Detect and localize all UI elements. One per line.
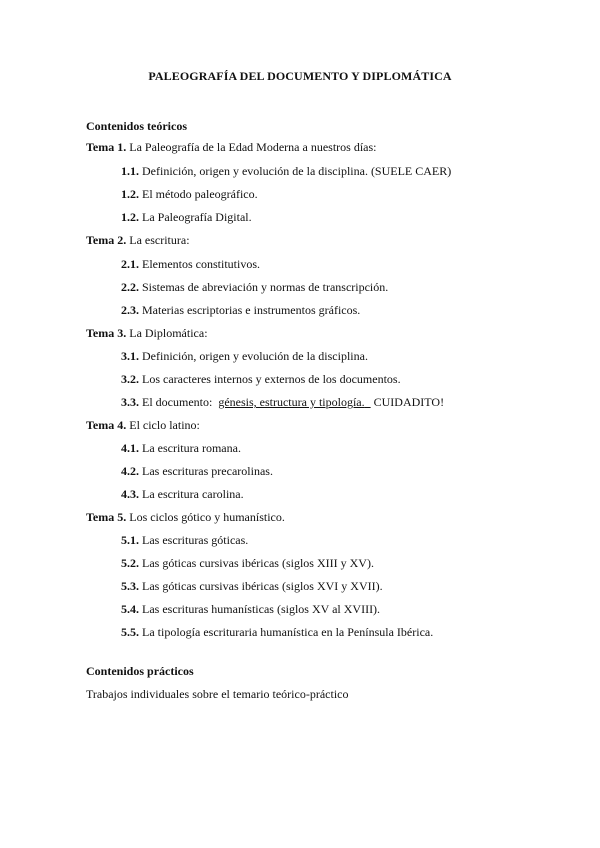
list-item — [121, 533, 248, 548]
item-text: Elementos constitutivos. — [139, 257, 260, 271]
item-text: La escritura romana. — [139, 441, 241, 455]
item-number: 5.4. — [121, 602, 139, 616]
list-item — [121, 579, 383, 594]
list-item — [121, 441, 241, 456]
item-text: Sistemas de abreviación y normas de transcripción. — [139, 280, 389, 294]
tema-4 — [86, 418, 200, 433]
item-number: 5.1. — [121, 533, 139, 547]
item-text: Los caracteres internos y externos de los documentos. — [139, 372, 401, 386]
item-number: 3.3. — [121, 395, 139, 409]
tema-2-text: La escritura: — [126, 233, 190, 247]
document-title: PALEOGRAFÍA DEL DOCUMENTO Y DIPLOMÁTICA — [148, 69, 452, 83]
tema-5-label: Tema 5. — [86, 510, 127, 524]
item-text: El método paleográfico. — [139, 187, 258, 201]
item-text: Las escrituras precarolinas. — [139, 464, 273, 478]
item-number: 2.1. — [121, 257, 139, 271]
item-number: 2.3. — [121, 303, 139, 317]
item-text: Definición, origen y evolución de la disciplina. (SUELE CAER) — [139, 164, 452, 178]
list-item — [121, 303, 360, 318]
item-number: 3.2. — [121, 372, 139, 386]
item-text: Las escrituras góticas. — [139, 533, 249, 547]
tema-3-text: La Diplomática: — [126, 326, 208, 340]
item-number: 2.2. — [121, 280, 139, 294]
list-item — [121, 372, 401, 387]
tema-2-label: Tema 2. — [86, 233, 127, 247]
tema-2 — [86, 233, 190, 248]
item-number: 3.1. — [121, 349, 139, 363]
list-item — [121, 349, 368, 364]
list-item — [121, 395, 444, 410]
item-text: Materias escriptorias e instrumentos gráficos. — [139, 303, 361, 317]
list-item — [121, 257, 260, 272]
practice-text: Trabajos individuales sobre el temario teórico-práctico — [86, 687, 349, 701]
list-item — [121, 487, 244, 502]
tema-1-text: La Paleografía de la Edad Moderna a nuestros días: — [126, 140, 377, 154]
item-number: 1.2. — [121, 187, 139, 201]
item-number: 5.2. — [121, 556, 139, 570]
item-number: 4.2. — [121, 464, 139, 478]
tema-3-label: Tema 3. — [86, 326, 127, 340]
item-text: Las góticas cursivas ibéricas (siglos XIII y XV). — [139, 556, 374, 570]
item-number: 5.3. — [121, 579, 139, 593]
item-text: La escritura carolina. — [139, 487, 244, 501]
list-item — [121, 556, 374, 571]
list-item — [121, 602, 380, 617]
item-text: Las escrituras humanísticas (siglos XV al XVIII). — [139, 602, 381, 616]
item-number: 1.1. — [121, 164, 139, 178]
tema-5 — [86, 510, 285, 525]
item-text-note: CUIDADITO! — [370, 395, 445, 409]
list-item — [121, 464, 273, 479]
tema-4-label: Tema 4. — [86, 418, 127, 432]
tema-3 — [86, 326, 208, 341]
item-text-underlined: génesis, estructura y tipología. — [218, 395, 365, 409]
item-text: La tipología escrituraria humanística en la Península Ibérica. — [139, 625, 434, 639]
item-text: La Paleografía Digital. — [139, 210, 252, 224]
theory-heading: Contenidos teóricos — [86, 119, 187, 133]
tema-1 — [86, 140, 376, 155]
list-item — [121, 187, 258, 202]
tema-4-text: El ciclo latino: — [126, 418, 200, 432]
list-item — [121, 164, 451, 179]
tema-5-text: Los ciclos gótico y humanístico. — [126, 510, 285, 524]
practice-heading: Contenidos prácticos — [86, 664, 194, 678]
tema-1-label: Tema 1. — [86, 140, 127, 154]
item-number: 5.5. — [121, 625, 139, 639]
item-number: 4.3. — [121, 487, 139, 501]
item-text: Definición, origen y evolución de la disciplina. — [139, 349, 368, 363]
item-number: 1.2. — [121, 210, 139, 224]
list-item — [121, 625, 433, 640]
item-text: El documento: — [139, 395, 219, 409]
item-number: 4.1. — [121, 441, 139, 455]
list-item — [121, 280, 388, 295]
list-item — [121, 210, 252, 225]
item-text: Las góticas cursivas ibéricas (siglos XVI y XVII). — [139, 579, 383, 593]
